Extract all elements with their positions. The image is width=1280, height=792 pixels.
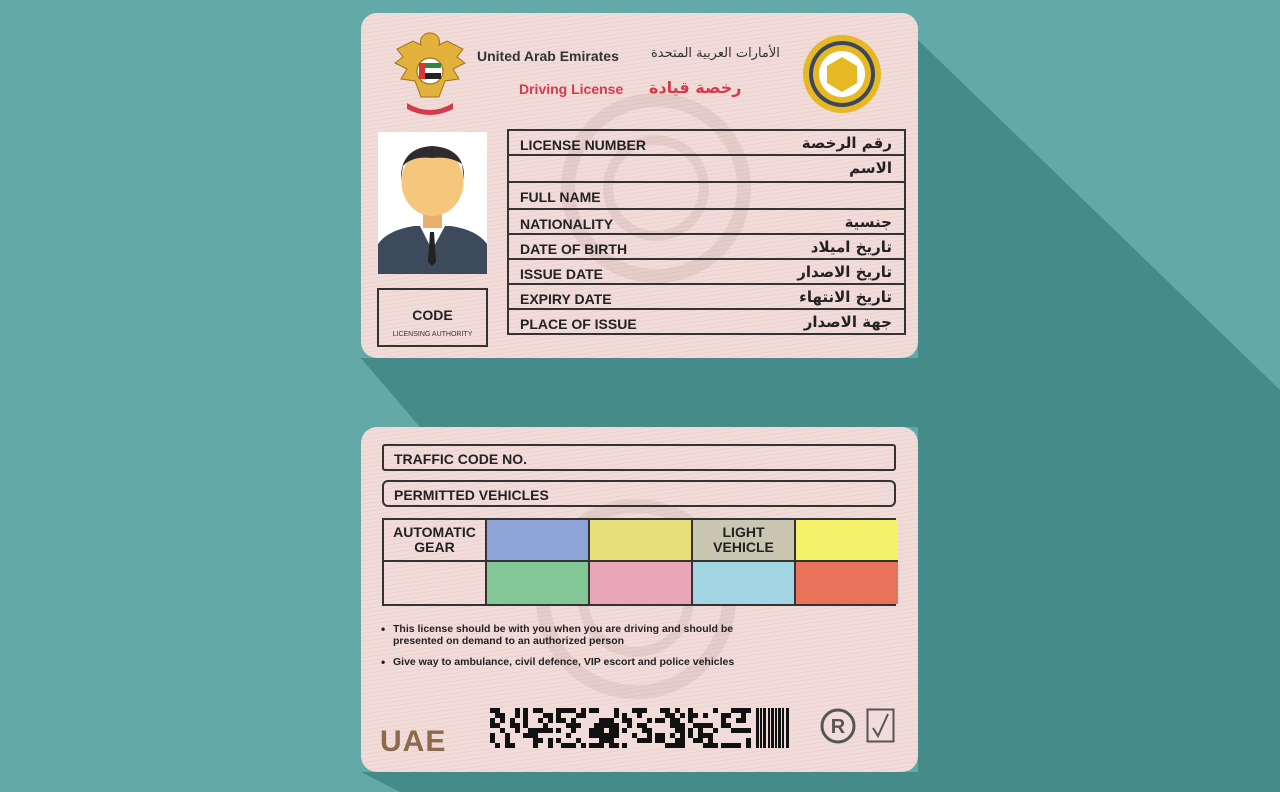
registered-mark-icon [819, 707, 857, 745]
vehicle-swatch [796, 520, 898, 562]
field-label-en: FULL NAME [520, 189, 601, 205]
field-label-ar: جهة الاصدار [803, 313, 892, 331]
field-full-name [507, 154, 906, 210]
field-label-en: NATIONALITY [520, 216, 614, 232]
vehicle-swatch [590, 562, 693, 604]
country-name-ar: الأمارات العربية المتحدة [651, 46, 780, 61]
checkbox-check-icon [866, 708, 895, 743]
field-label-ar: تاريخ الانتهاء [799, 288, 892, 306]
field-expiry-date [507, 283, 906, 310]
license-title-en: Driving License [519, 81, 624, 97]
licensing-authority-label: LICENSING AUTHORITY [392, 331, 473, 338]
light-vehicle-label: LIGHT VEHICLE [693, 520, 796, 562]
field-label-en: PLACE OF ISSUE [520, 316, 637, 332]
field-label-ar: تاريخ اميلاد [810, 238, 892, 256]
field-license-number [507, 129, 906, 156]
field-nationality [507, 208, 906, 235]
licensing-authority-code-box [377, 288, 488, 347]
license-notes [381, 623, 741, 677]
note-item: • Give way to ambulance, civil defence, VIP escort and police vehicles [381, 656, 741, 668]
license-front-card [361, 13, 918, 358]
field-date-of-birth [507, 233, 906, 260]
license-fields [507, 129, 906, 335]
uae-emblem-icon [393, 27, 467, 117]
vehicle-swatch [487, 562, 590, 604]
field-label-ar: تاريخ الاصدار [797, 263, 892, 281]
vehicle-swatch [693, 562, 796, 604]
note-item: • This license should be with you when you are driving and should be presented on demand to an authorized person [381, 623, 741, 647]
field-label-en: DATE OF BIRTH [520, 241, 628, 257]
field-label-en: EXPIRY DATE [520, 291, 612, 307]
vehicle-swatch [487, 520, 590, 562]
vehicle-swatch [590, 520, 693, 562]
permitted-vehicles-box: PERMITTED VEHICLES [382, 480, 896, 507]
field-place-of-issue [507, 308, 906, 335]
field-label-en: ISSUE DATE [520, 266, 603, 282]
vehicle-category-grid [382, 518, 896, 606]
license-back-card [361, 427, 918, 772]
automatic-gear-label: AUTOMATIC GEAR [384, 520, 487, 562]
vehicle-empty-cell [384, 562, 487, 604]
field-label-ar: جنسية [844, 213, 892, 231]
country-name-en: United Arab Emirates [477, 48, 619, 64]
person-photo-icon [378, 132, 487, 274]
field-label-ar: رقم الرخصة [801, 134, 892, 152]
gold-hexagon-logo-icon [801, 33, 883, 115]
license-title-ar: رخصة قيادة [649, 78, 742, 97]
svg-text:R: R [830, 716, 846, 738]
code-label: CODE [412, 307, 453, 323]
barcode-icon [490, 708, 790, 748]
uae-label: UAE [380, 725, 447, 758]
vehicle-swatch [796, 562, 898, 604]
traffic-code-box: TRAFFIC CODE NO. [382, 444, 896, 471]
field-issue-date [507, 258, 906, 285]
field-label-ar: الاسم [849, 159, 892, 177]
field-label-en: LICENSE NUMBER [520, 137, 647, 153]
